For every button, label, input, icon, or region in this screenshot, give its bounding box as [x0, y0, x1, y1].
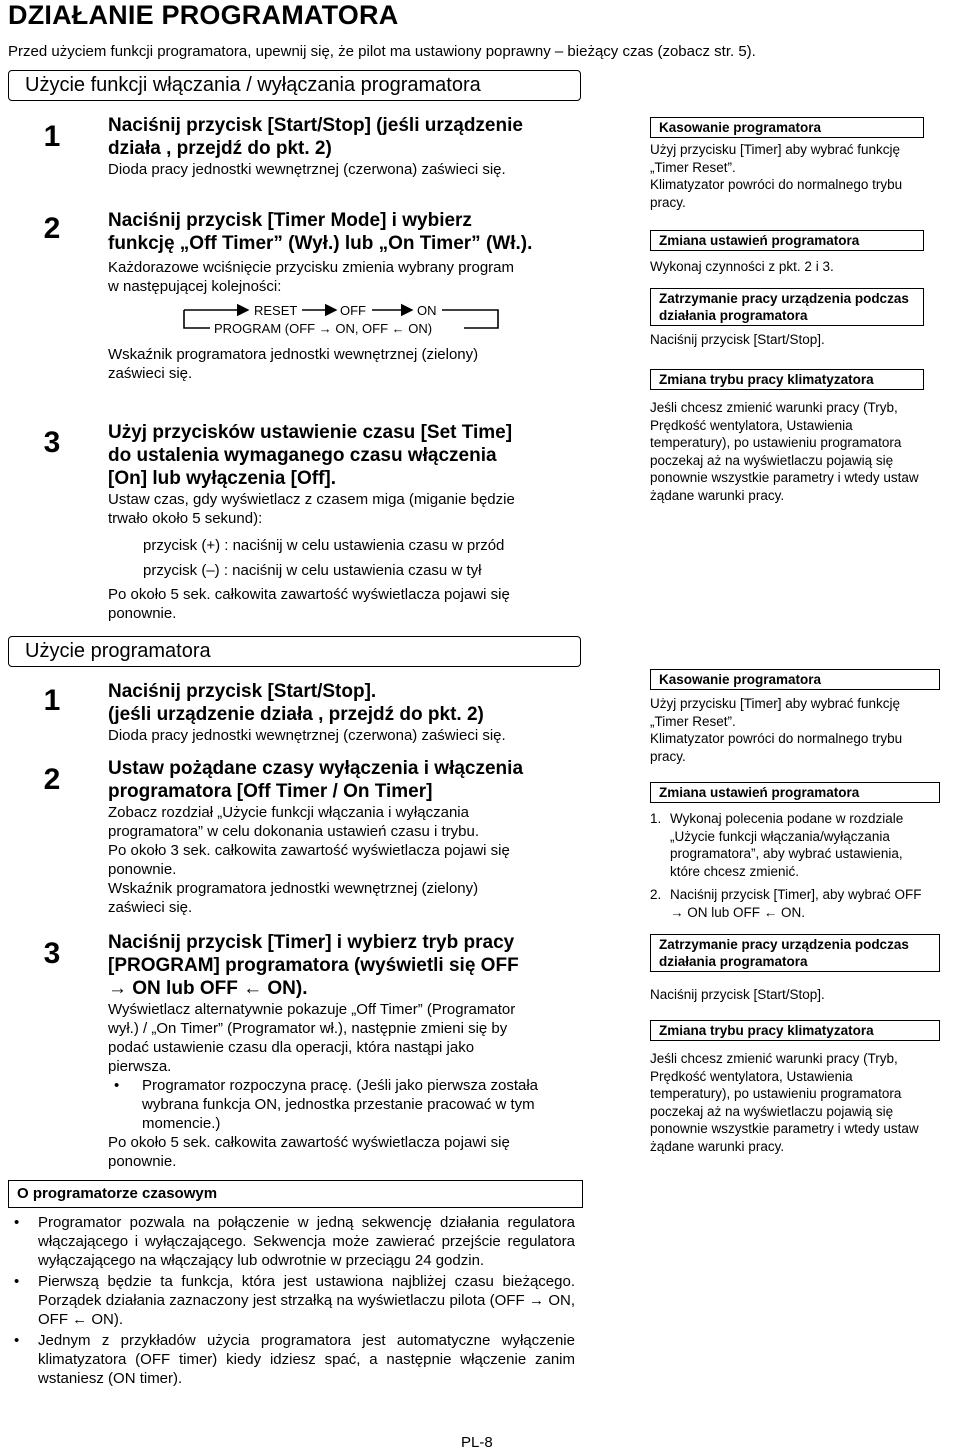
sidebar-line: Prędkość wentylatora, Ustawienia — [650, 417, 853, 433]
section-heading-program — [8, 636, 581, 667]
sidebar-line: „Timer Reset”. — [650, 159, 736, 175]
sidebar-line: temperatury), po ustawieniu programatora — [650, 435, 902, 450]
list-item — [650, 886, 955, 921]
bullet-item — [108, 1076, 608, 1133]
step-3-body — [108, 931, 608, 1171]
sidebar-line: żądane warunki pracy. — [650, 487, 785, 503]
step-text-line: wył.) / „On Timer” (Programator wł.), następnie zmieni się by — [108, 1020, 508, 1037]
sidebar-line: Naciśnij przycisk [Start/Stop]. — [650, 987, 825, 1002]
step-text-line: Dioda pracy jednostki wewnętrznej (czerwona) zaświeci się. — [108, 727, 506, 744]
list-line: → ON lub OFF ← ON. — [670, 904, 806, 920]
step-text-line: Po około 3 sek. całkowita zawartość wyświetlacza pojawi się — [108, 842, 510, 859]
step-1-body — [108, 114, 608, 179]
step-text-line: zaświeci się. — [108, 899, 193, 916]
sidebar-box-title: Kasowanie programatora — [650, 117, 924, 138]
intro-text: Przed użyciem funkcji programatora, upewnij się, że pilot ma ustawiony poprawny – bieżący czas (zobacz str. 5). — [8, 43, 756, 60]
sidebar-program-change — [650, 782, 955, 927]
step-heading-line: [PROGRAM] programatora (wyświetli się OFF — [108, 955, 519, 976]
step-text-line: podać ustawienie czasu dla operacji, która nastąpi jako — [108, 1039, 475, 1056]
sidebar-box-title: Zatrzymanie pracy urządzenia podczas działania programatora — [650, 288, 924, 326]
sidebar-line: żądane warunki pracy. — [650, 1138, 785, 1154]
sidebar-text — [650, 141, 955, 211]
step-text-line: ponownie. — [108, 861, 177, 878]
sidebar-line: Jeśli chcesz zmienić warunki pracy (Tryb, — [650, 400, 898, 415]
sidebar-line: temperatury), po ustawieniu programatora — [650, 1086, 902, 1101]
step-text-line: Wskaźnik programatora jednostki wewnętrznej (zielony) — [108, 346, 479, 363]
sidebar-text — [650, 695, 955, 765]
sidebar-timer-onoff-stop — [650, 288, 955, 349]
sidebar-box-title: Zmiana ustawień programatora — [650, 782, 940, 803]
sidebar-box-title: Kasowanie programatora — [650, 669, 940, 690]
minus-button-instruction: przycisk (–) : naciśnij w celu ustawienia czasu w tył — [143, 562, 482, 579]
sidebar-line: Klimatyzator powróci do normalnego trybu — [650, 731, 903, 746]
step-text-line: pierwsza. — [108, 1058, 172, 1075]
sidebar-line: pracy. — [650, 194, 686, 210]
bullet-line: wybrana funkcja ON, jednostka przestanie pracować w tym — [142, 1096, 535, 1113]
sidebar-text — [650, 399, 955, 504]
sidebar-text — [650, 1050, 955, 1155]
sidebar-line: Użyj przycisku [Timer] aby wybrać funkcję — [650, 696, 901, 711]
step-text-line: Każdorazowe wciśnięcie przycisku zmienia wybrany program — [108, 259, 514, 276]
sidebar-line: pracy. — [650, 748, 686, 764]
step-2-body — [108, 757, 608, 917]
sidebar-timer-onoff-mode — [650, 369, 955, 504]
step-number: 1 — [43, 120, 61, 153]
step-heading-line: działa , przejdź do pkt. 2) — [108, 138, 332, 159]
sidebar-line: Użyj przycisku [Timer] aby wybrać funkcję — [650, 142, 901, 157]
sidebar-box-title: Zmiana trybu pracy klimatyzatora — [650, 369, 924, 390]
step-3-body — [108, 421, 608, 528]
sidebar-line: Klimatyzator powróci do normalnego trybu — [650, 177, 903, 192]
diagram-reset-label: RESET — [254, 303, 298, 318]
step-text-line: zaświeci się. — [108, 365, 193, 382]
step-heading-line: [On] lub wyłączenia [Off]. — [108, 468, 337, 489]
sidebar-line: ponownie wszystkie parametry i wtedy ustaw — [650, 1121, 919, 1136]
diagram-program-label: PROGRAM (OFF → ON, OFF ← ON) — [214, 321, 433, 336]
step-heading-line: Ustaw pożądane czasy wyłączenia i włączenia — [108, 758, 524, 779]
sidebar-line: poczekaj aż na wyświetlaczu pojawią się — [650, 452, 894, 468]
step-text-line: w następującej kolejności: — [108, 278, 282, 295]
sidebar-line: Naciśnij przycisk [Start/Stop]. — [650, 332, 825, 347]
sidebar-line: „Timer Reset”. — [650, 713, 736, 729]
step-heading-line: do ustalenia wymaganego czasu włączenia — [108, 445, 497, 466]
step-text-line: programatora” w celu dokonania ustawień czasu i trybu. — [108, 823, 480, 840]
change-steps-list — [650, 810, 955, 921]
bullet-line: Programator rozpoczyna pracę. (Jeśli jako pierwsza została — [142, 1077, 538, 1094]
list-item-number: 2. — [650, 887, 662, 902]
step-text-line: Zobacz rozdział „Użycie funkcji włączania i wyłączania — [108, 804, 469, 821]
about-heading-box — [8, 1180, 583, 1208]
step-number: 3 — [43, 426, 61, 459]
step-text-line: Ustaw czas, gdy wyświetlacz z czasem miga (miganie będzie — [108, 491, 515, 508]
sidebar-line: Prędkość wentylatora, Ustawienia — [650, 1068, 853, 1084]
about-bullet: • Pierwszą będzie ta funkcja, która jest ustawiona najbliżej czasu bieżącego. Porządek działania zaznaczony jest strzałką na wyświetlaczu pilota (OFF → ON, OFF ← ON). — [8, 1272, 575, 1329]
diagram-on-label: ON — [417, 303, 437, 318]
bullet-icon: • — [114, 1077, 120, 1094]
step-3-after — [108, 585, 608, 623]
step-2-body — [108, 209, 608, 296]
step-text-line: ponownie. — [108, 1153, 177, 1170]
step-text-line: Wyświetlacz alternatywnie pokazuje „Off Timer” (Programator — [108, 1001, 516, 1018]
list-line: Naciśnij przycisk [Timer], aby wybrać OFF — [670, 887, 922, 902]
list-item — [650, 810, 955, 880]
sidebar-line: poczekaj aż na wyświetlaczu pojawią się — [650, 1103, 894, 1119]
list-line: „Użycie funkcji włączania/wyłączania — [670, 828, 890, 844]
sidebar-program-reset — [650, 669, 955, 765]
list-line: Wykonaj polecenia podane w rozdziale — [670, 811, 904, 826]
page-number: PL-8 — [461, 1434, 493, 1451]
list-line: które chcesz zmienić. — [670, 863, 800, 879]
about-bullets — [8, 1213, 575, 1388]
step-number: 2 — [43, 763, 61, 796]
sidebar-timer-onoff-change — [650, 230, 955, 276]
step-number: 3 — [43, 937, 61, 970]
step-text-line: ponownie. — [108, 605, 177, 622]
about-bullet: • Programator pozwala na połączenie w jedną sekwencję działania regulatora włączającego i wyłączającego. Sekwencja może zawierać przejście regulatora wyłączającego na włączający lub odwrotnie w przeciągu 24 godzin. — [8, 1213, 575, 1270]
loop-line — [184, 310, 210, 328]
diagram-off-label: OFF — [340, 303, 366, 318]
step-heading-line: funkcję „Off Timer” (Wył.) lub „On Timer” (Wł.). — [108, 233, 533, 254]
sidebar-timer-onoff — [650, 117, 955, 211]
step-heading-line: Naciśnij przycisk [Start/Stop] (jeśli urządzenie — [108, 115, 523, 136]
sidebar-program-stop — [650, 934, 955, 1004]
sidebar-line: ponownie wszystkie parametry i wtedy ustaw — [650, 470, 919, 485]
plus-button-instruction: przycisk (+) : naciśnij w celu ustawienia czasu w przód — [143, 537, 505, 554]
step-number: 1 — [43, 684, 61, 717]
step-text-line: Po około 5 sek. całkowita zawartość wyświetlacza pojawi się — [108, 1134, 510, 1151]
section-heading-label: Użycie funkcji włączania / wyłączania programatora — [25, 74, 481, 96]
sidebar-box-title: Zmiana trybu pracy klimatyzatora — [650, 1020, 940, 1041]
sidebar-box-title: Zatrzymanie pracy urządzenia podczas działania programatora — [650, 934, 940, 972]
page-title: DZIAŁANIE PROGRAMATORA — [8, 0, 399, 30]
sidebar-line: Jeśli chcesz zmienić warunki pracy (Tryb, — [650, 1051, 898, 1066]
bullet-line: momencie.) — [142, 1115, 221, 1132]
list-line: programatora”, aby wybrać ustawienia, — [670, 846, 903, 861]
step-number: 2 — [43, 212, 61, 245]
step-1-body — [108, 680, 608, 745]
step-text-line: Dioda pracy jednostki wewnętrznej (czerwona) zaświeci się. — [108, 161, 506, 178]
about-heading: O programatorze czasowym — [17, 1185, 218, 1202]
section-heading-timer-onoff — [8, 70, 581, 101]
step-heading-line: (jeśli urządzenie działa , przejdź do pkt. 2) — [108, 704, 484, 725]
step-heading-line: → ON lub OFF ← ON). — [108, 978, 308, 999]
about-bullet: • Jednym z przykładów użycia programatora jest automatyczne wyłączenie klimatyzatora (OFF timer) kiedy idziesz spać, a następnie włączenie zanim wstaniesz (ON timer). — [8, 1331, 575, 1388]
step-2-after — [108, 345, 608, 383]
loop-line — [442, 310, 498, 328]
step-heading-line: programatora [Off Timer / On Timer] — [108, 781, 433, 802]
mode-sequence-diagram — [180, 300, 504, 338]
step-heading-line: Użyj przycisków ustawienie czasu [Set Time] — [108, 422, 513, 443]
step-text-line: trwało około 5 sekund): — [108, 510, 263, 527]
step-heading-line: Naciśnij przycisk [Timer] i wybierz tryb pracy — [108, 932, 515, 953]
section-heading-label: Użycie programatora — [25, 640, 211, 662]
list-item-number: 1. — [650, 811, 662, 826]
sidebar-program-mode — [650, 1020, 955, 1155]
step-heading-line: Naciśnij przycisk [Timer Mode] i wybierz — [108, 210, 472, 231]
step-heading-line: Naciśnij przycisk [Start/Stop]. — [108, 681, 377, 702]
step-text-line: Po około 5 sek. całkowita zawartość wyświetlacza pojawi się — [108, 586, 510, 603]
sidebar-box-title: Zmiana ustawień programatora — [650, 230, 924, 251]
step-text-line: Wskaźnik programatora jednostki wewnętrznej (zielony) — [108, 880, 479, 897]
sidebar-line: Wykonaj czynności z pkt. 2 i 3. — [650, 259, 834, 274]
